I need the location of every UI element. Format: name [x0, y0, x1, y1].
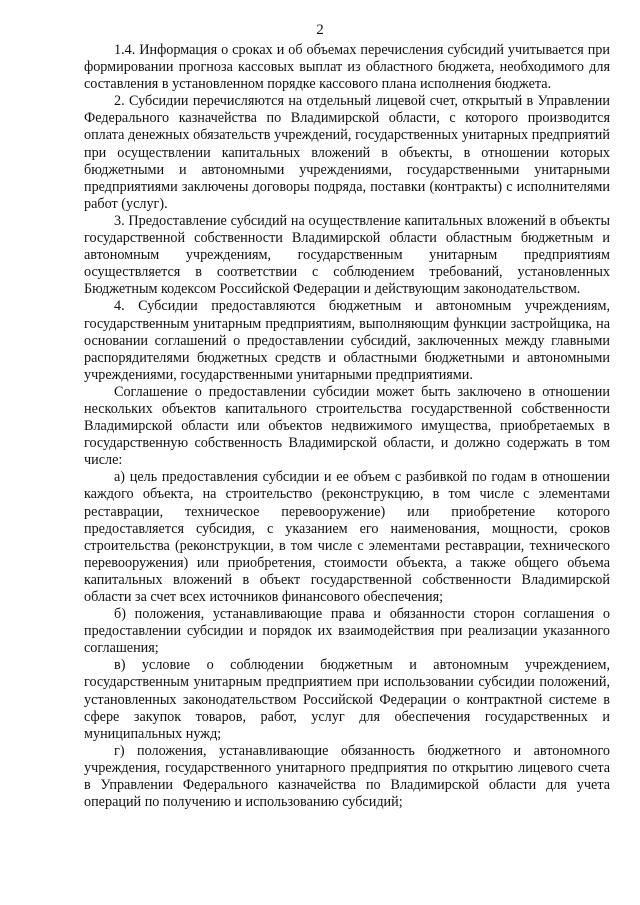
paragraph-3-capital-investments: 3. Предоставление субсидий на осуществление капитальных вложений в объекты государственной собственности Владимирской области областным бюджетным и автономным учреждениям, государственным унитарным предприятиям осуществляется в соответствии с соблюдением требований, установленных Бюджетным кодексом Российской Федерации и действующим законодательством. — [84, 212, 610, 298]
paragraph-agreement-contents: Соглашение о предоставлении субсидии может быть заключено в отношении нескольких объектов капитального строительства государственной собственности Владимирской области или объектов недвижимого имущества, приобретаемых в государственную собственность Владимирской области, и должно содержать в том числе: — [84, 383, 610, 469]
paragraph-item-v: в) условие о соблюдении бюджетным и автономным учреждением, государственным унитарным предприятием при использовании субсидии положений, установленных законодательством Российской Федерации о контрактной системе в сфере закупок товаров, работ, услуг для обеспечения государственных и муниципальных нужд; — [84, 657, 610, 742]
paragraph-2-subsidy-account: 2. Субсидии перечисляются на отдельный лицевой счет, открытый в Управлении Федерального казначейства по Владимирской области, с которого производится оплата денежных обязательств учреждений, государственных унитарных предприятий при осуществлении капитальных вложений в объекты, в отношении которых бюджетными и автономными учреждениями, государственными унитарными предприятиями заключены договоры подряда, поставки (контракты) с исполнителями работ (услуг). — [84, 93, 610, 212]
page-number: 2 — [316, 22, 324, 38]
document-body — [84, 42, 610, 811]
paragraph-4-subsidy-provision: 4. Субсидии предоставляются бюджетным и автономным учреждениям, государственным унитарным предприятиям, выполняющим функции застройщика, на основании соглашений о предоставлении субсидий, заключенных между главными распорядителями бюджетных средств и областными бюджетными и автономными учреждениями, государственными унитарными предприятиями. — [84, 298, 610, 383]
paragraph-item-g: г) положения, устанавливающие обязанность бюджетного и автономного учреждения, государственного унитарного предприятия по открытию лицевого счета в Управлении Федерального казначейства по Владимирской области для учета операций по получению и использованию субсидий; — [84, 742, 610, 811]
paragraph-item-b: б) положения, устанавливающие права и обязанности сторон соглашения о предоставлении субсидии и порядок их взаимодействия при реализации указанного соглашения; — [84, 606, 610, 657]
paragraph-1-4-info-on-terms: 1.4. Информация о сроках и об объемах перечисления субсидий учитывается при формировании прогноза кассовых выплат из областного бюджета, необходимого для составления в установленном порядке кассового плана исполнения бюджета. — [84, 42, 610, 93]
paragraph-item-a: а) цель предоставления субсидии и ее объем с разбивкой по годам в отношении каждого объекта, на строительство (реконструкцию, в том числе с элементами реставрации, техническое перевооружение) или приобретение которого предоставляется субсидия, с указанием его наименования, мощности, сроков строительства (реконструкции, в том числе с элементами реставрации, технического перевооружения) или приобретения, стоимости объекта, а также общего объема капитальных вложений в объект государственной собственности Владимирской области за счет всех источников финансового обеспечения; — [84, 469, 610, 605]
